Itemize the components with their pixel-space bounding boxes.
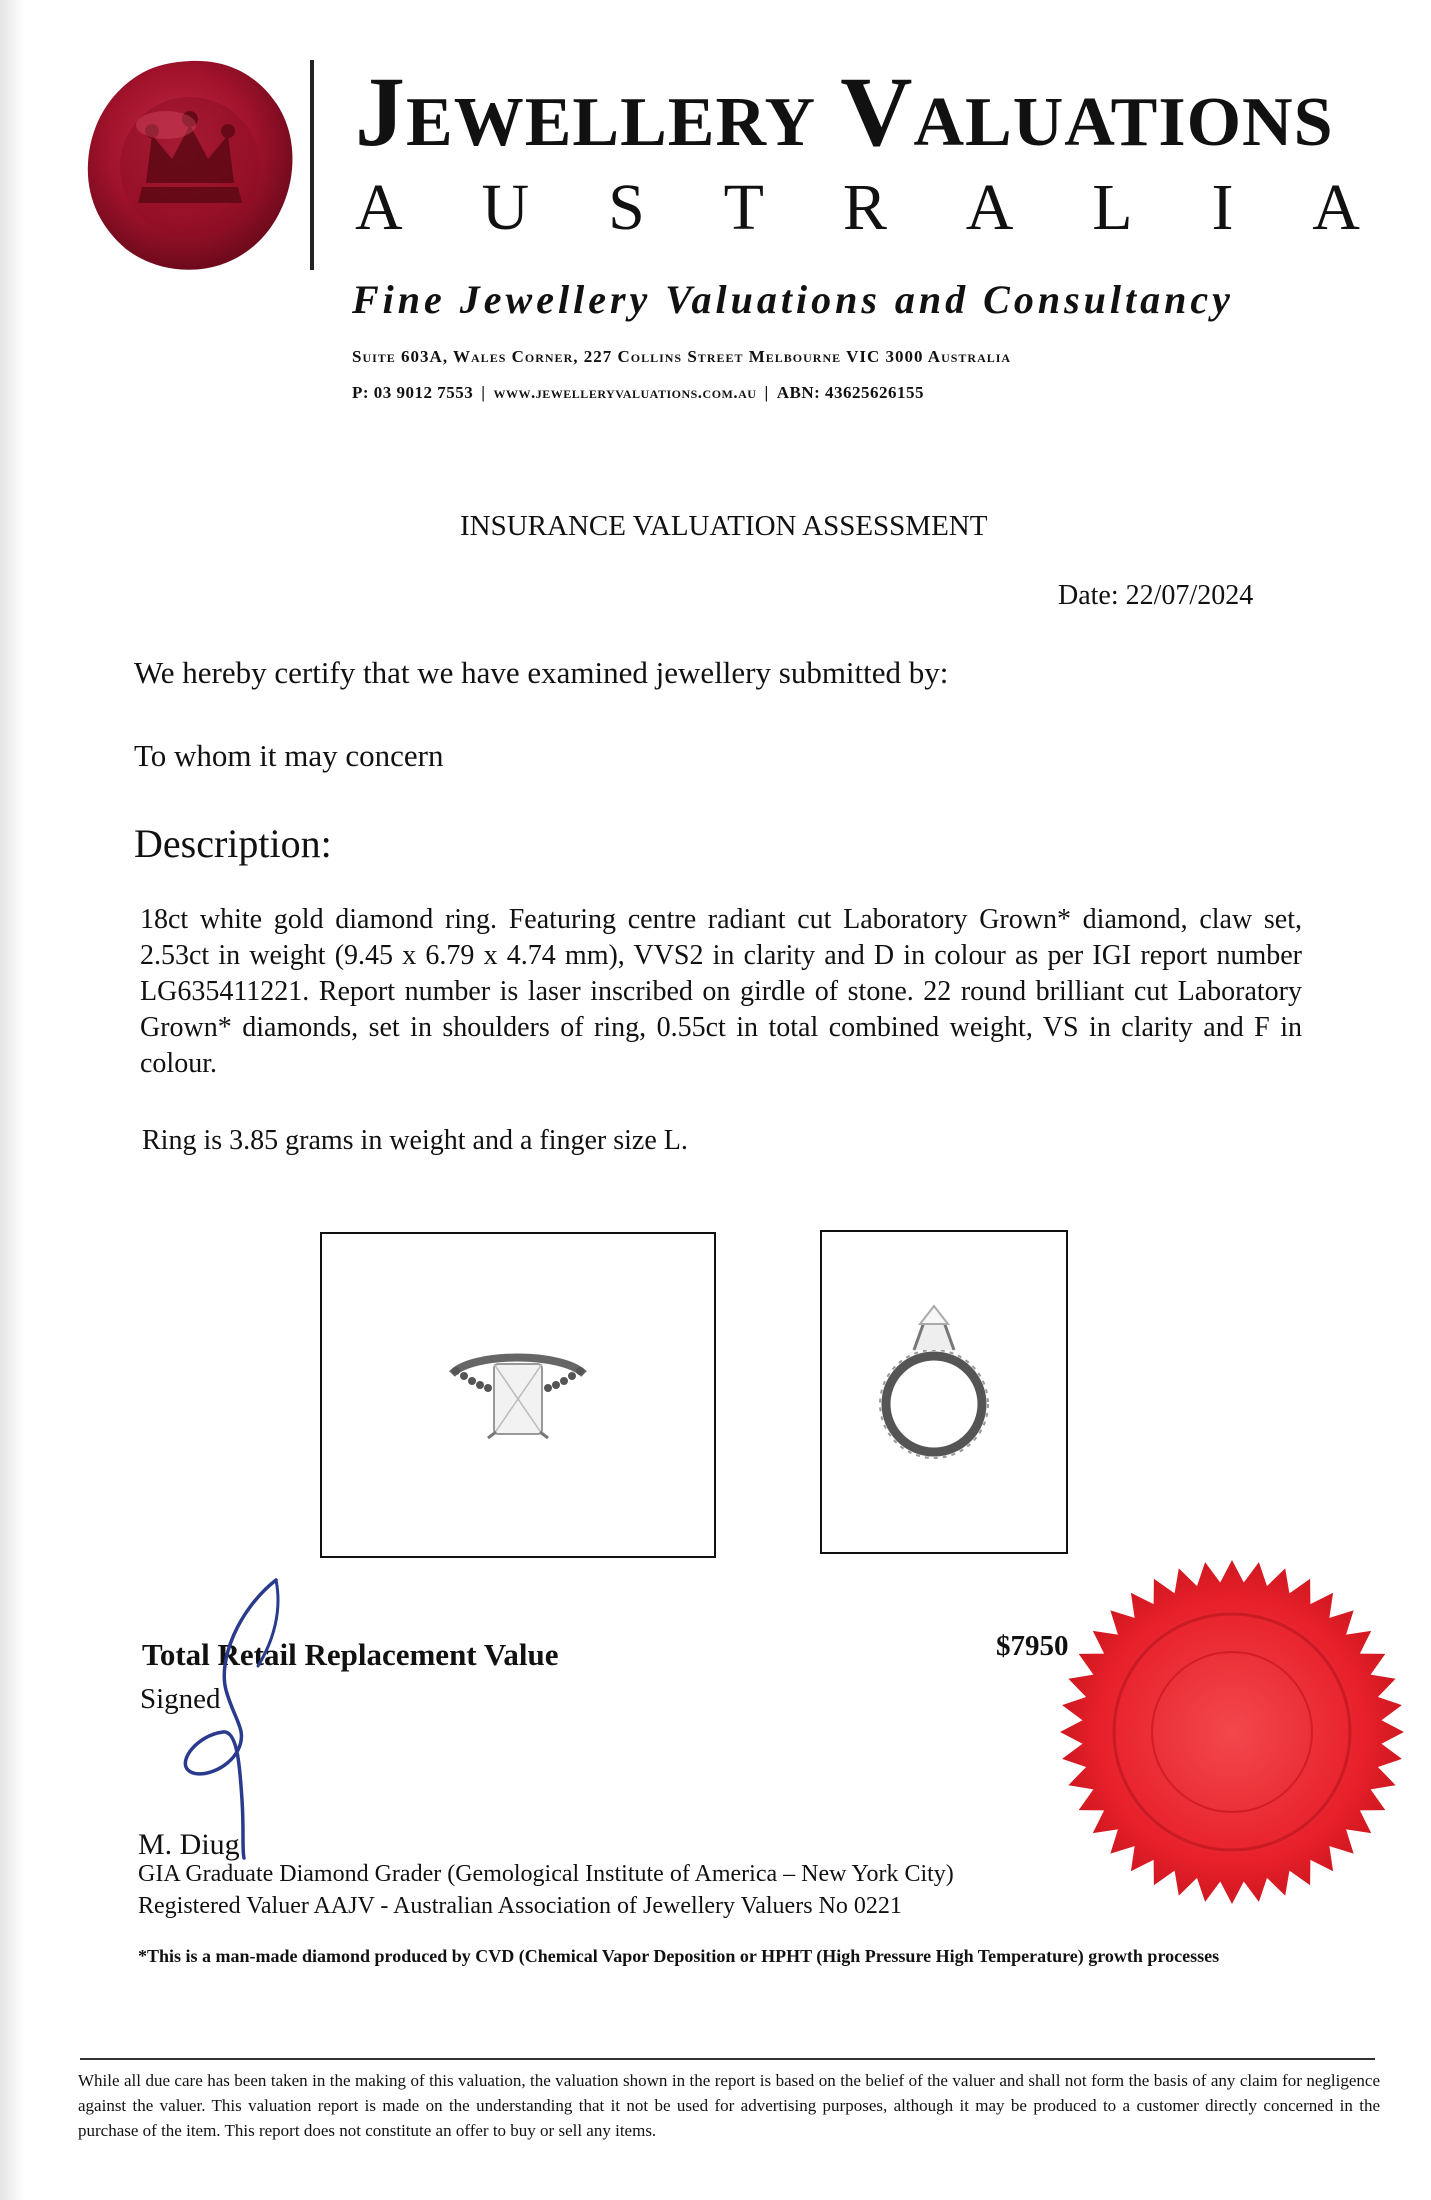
ring-side-photo — [820, 1230, 1068, 1554]
phone-number: P: 03 9012 7553 — [352, 383, 474, 402]
brand-country-letter: S — [608, 171, 645, 244]
abn-number: ABN: 43625626155 — [776, 383, 925, 402]
handwritten-signature — [178, 1570, 298, 1860]
separator: | — [764, 383, 769, 402]
brand-country-letter: R — [842, 171, 887, 244]
brand-country-letter: A — [355, 171, 403, 244]
tagline: Fine Jewellery Valuations and Consultancy — [352, 277, 1234, 322]
total-value-amount: $7950 — [996, 1630, 1069, 1662]
valuer-credential-gia: GIA Graduate Diamond Grader (Gemological Institute of America – New York City) — [138, 1861, 954, 1887]
disclaimer-text: While all due care has been taken in the making of this valuation, the valuation shown in the report is based on the belief of the valuer and shall not form the basis of any claim for negligence against the valuer. This valuation report is made on the understanding that it not be used for advertising purposes, although it may be produced to a customer directly concerned in the purchase of the item. This report does not constitute an offer to buy or sell any items. — [78, 2071, 1380, 2140]
valuer-credential-aajv: Registered Valuer AAJV - Australian Association of Jewellery Valuers No 0221 — [138, 1893, 902, 1919]
ring-front-view-photo — [322, 1234, 714, 1556]
contact-line — [352, 383, 924, 403]
description-text: 18ct white gold diamond ring. Featuring centre radiant cut Laboratory Grown* diamond, claw set, 2.53ct in weight (9.45 x 6.79 x 4.74 mm), VVS2 in clarity and D in colour as per IGI report number LG635411221. Report number is laser inscribed on girdle of stone. 22 round brilliant cut Laboratory Grown* diamonds, set in shoulders of ring, 0.55ct in total combined weight, VS in clarity and F in colour. — [140, 904, 1302, 1079]
footer-divider — [80, 2058, 1375, 2060]
header-divider — [310, 60, 314, 270]
brand-country-letter: I — [1211, 171, 1234, 244]
brand-name: Jewellery Valuations — [355, 56, 1334, 167]
company-address: Suite 603A, Wales Corner, 227 Collins Street Melbourne VIC 3000 Australia — [352, 347, 1012, 366]
document-date: Date: 22/07/2024 — [1058, 580, 1254, 611]
ring-side-view-photo — [822, 1232, 1066, 1552]
wax-seal-crown-icon — [80, 55, 300, 275]
lab-grown-footnote: *This is a man-made diamond produced by CVD (Chemical Vapor Deposition or HPHT (High Pressure High Temperature) growth processes — [138, 1946, 1220, 1966]
brand-country-letter: A — [965, 171, 1014, 244]
total-value-label: Total Retail Replacement Value — [142, 1637, 559, 1672]
website-link[interactable]: www.jewelleryvaluations.com.au — [493, 383, 757, 402]
brand-country-letter: A — [1312, 171, 1360, 244]
description-heading: Description: — [134, 821, 332, 866]
addressee: To whom it may concern — [134, 738, 444, 773]
document-title: INSURANCE VALUATION ASSESSMENT — [460, 510, 988, 542]
certification-statement: We hereby certify that we have examined jewellery submitted by: — [134, 655, 949, 690]
brand-country-letter: T — [723, 171, 764, 244]
ring-front-photo — [320, 1232, 716, 1558]
valuer-name: M. Diug — [138, 1828, 240, 1861]
page-edge-shadow — [0, 0, 24, 2200]
ring-weight-size: Ring is 3.85 grams in weight and a finger size L. — [142, 1125, 688, 1156]
brand-country-letter: U — [481, 171, 530, 244]
signed-label: Signed — [140, 1683, 221, 1715]
red-foil-seal-icon — [1055, 1555, 1410, 1910]
brand-country-letter: L — [1092, 171, 1133, 244]
brand-country — [355, 171, 1360, 244]
separator: | — [481, 383, 486, 402]
